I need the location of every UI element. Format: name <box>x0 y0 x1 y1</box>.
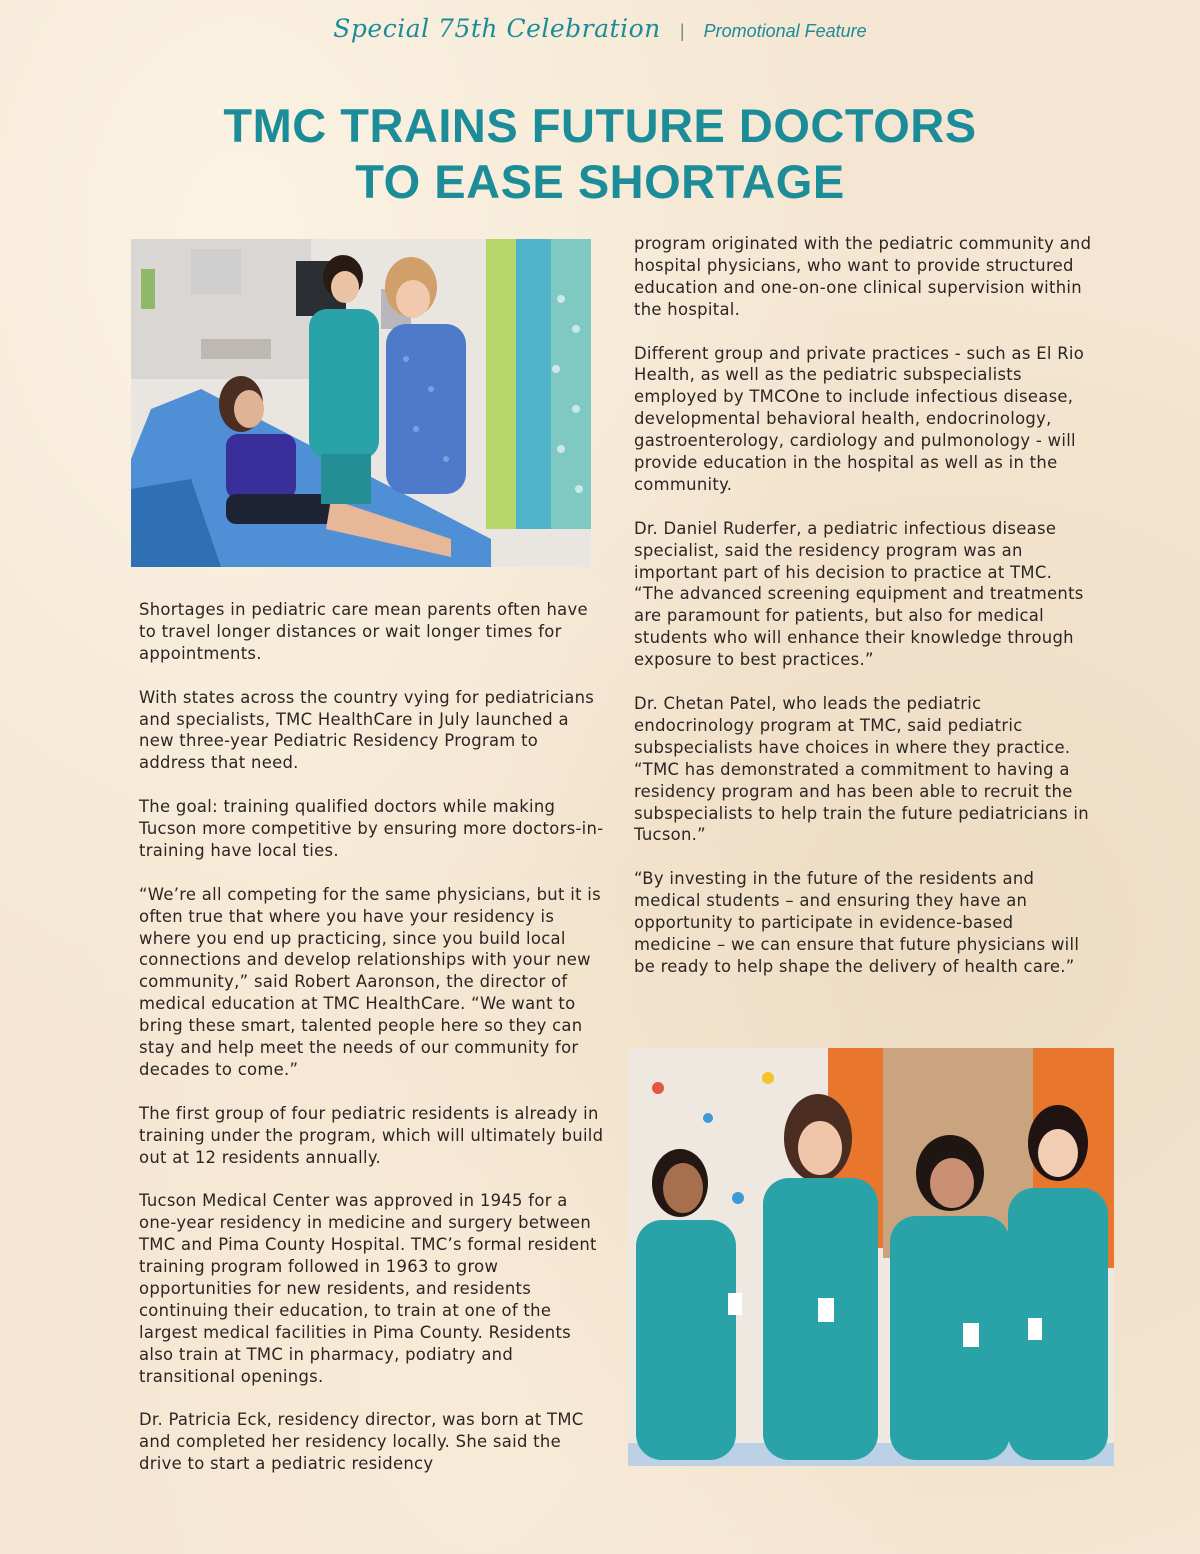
promotional-label: Promotional Feature <box>703 21 867 41</box>
header-separator: | <box>679 21 685 41</box>
article-paragraph: Dr. Patricia Eck, residency director, was born at TMC and completed her residency locally. She said the drive to start a pediatric residency <box>139 1410 584 1474</box>
article-paragraph: Dr. Chetan Patel, who leads the pediatric endocrinology program at TMC, said pediatric subspecialists have choices in where they practice. “TMC has demonstrated a commitment to having a residency program and has been able to recruit the subspecialists to help train the future pediatricians in Tucson.” <box>634 693 1089 845</box>
article-paragraph: The first group of four pediatric residents is already in training under the program, which will ultimately build out at 12 residents annually. <box>139 1103 604 1167</box>
article-paragraph: Dr. Daniel Ruderfer, a pediatric infectious disease specialist, said the residency program was an important part of his decision to practice at TMC. “The advanced screening equipment and treatments are paramount for patients, but also for medical students who will enhance their knowledge through exposure to best practices.” <box>634 518 1084 670</box>
article-paragraph: “By investing in the future of the residents and medical students – and ensuring they have an opportunity to participate in evidence-based medicine – we can ensure that future physicians will be ready to help shape the delivery of health care.” <box>634 869 1080 976</box>
exam-room-photo <box>131 239 591 567</box>
article-paragraph: The goal: training qualified doctors while making Tucson more competitive by ensuring more doctors-in-training have local ties. <box>139 797 604 860</box>
headline <box>0 98 1200 210</box>
section-header <box>0 14 1200 43</box>
headline-line-2: TO EASE SHORTAGE <box>355 155 845 208</box>
article-paragraph: Tucson Medical Center was approved in 1945 for a one-year residency in medicine and surgery between TMC and Pima County Hospital. TMC’s formal resident training program followed in 1963 to grow opportunities for new residents, and residents continuing their education, to train at one of the largest medical facilities in Pima County. Residents also train at TMC in pharmacy, podiatry and transitional openings. <box>139 1191 597 1386</box>
article-paragraph: Different group and private practices - such as El Rio Health, as well as the pediatric subspecialists employed by TMCOne to include infectious disease, developmental behavioral health, endocrinology, gastroenterology, cardiology and pulmonology - will provide education in the hospital as well as in the community. <box>634 343 1085 494</box>
celebration-title: Special 75th Celebration <box>333 14 661 43</box>
article-left-column <box>139 599 609 1497</box>
article-paragraph: “We’re all competing for the same physicians, but it is often true that where you have your residency is where you end up practicing, since you build local connections and develop relationships with your new community,” said Robert Aaronson, the director of medical education at TMC HealthCare. “We want to bring these smart, talented people here so they can stay and help meet the needs of our community for decades to come.” <box>139 884 601 1079</box>
article-paragraph: With states across the country vying for pediatricians and specialists, TMC HealthCare in July launched a new three-year Pediatric Residency Program to address that need. <box>139 687 595 773</box>
article-right-column <box>634 233 1096 1000</box>
article-paragraph: program originated with the pediatric community and hospital physicians, who want to provide structured education and one-on-one clinical supervision within the hospital. <box>634 234 1092 319</box>
headline-line-1: TMC TRAINS FUTURE DOCTORS <box>223 99 977 152</box>
article-paragraph: Shortages in pediatric care mean parents often have to travel longer distances or wait longer times for appointments. <box>139 600 588 663</box>
residents-group-photo <box>628 1048 1114 1466</box>
